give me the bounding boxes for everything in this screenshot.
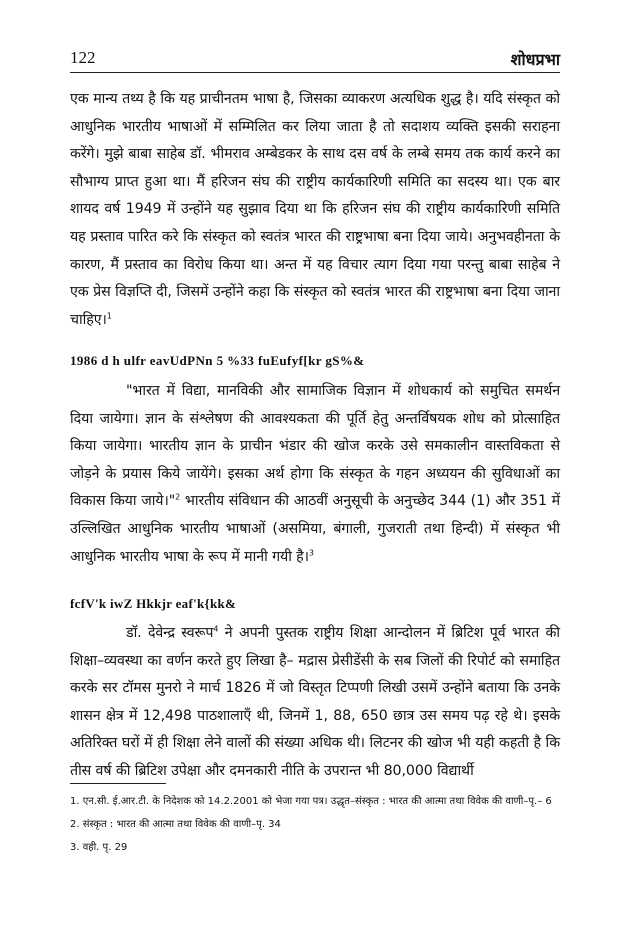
paragraph-1 xyxy=(70,86,560,334)
paragraph-2-quote: "भारत में विद्या, मानविकी और सामाजिक विज्ञान में शोधकार्य को समुचित समर्थन दिया जायेगा। ज्ञान के संश्लेषण की आवश्यकता की पूर्ति हेतु अन्तर्विषयक शोध को प्रोत्साहित किया जायेगा। भारतीय ज्ञान के प्राचीन भंडार की खोज करके उसे समकालीन वास्तविकता से जोड़ने के प्रयास किये जायेंगे। इसका अर्थ होगा कि संस्कृत के गहन अध्ययन की सुविधाओं का विकास किया जाये।" xyxy=(70,383,560,510)
footnote-divider xyxy=(70,783,166,784)
paragraph-3-text: ने अपनी पुस्तक राष्ट्रीय शिक्षा आन्दोलन में ब्रिटिश पूर्व भारत की शिक्षा–व्यवस्था का वर्णन करते हुए लिखा है– मद्रास प्रेसीडेंसी के सब जिलों की रिपोर्ट को समाहित करके सर टॉमस मुनरो ने मार्च 1826 में जो विस्तृत टिप्पणी लिखी उसमें उन्होंने बताया कि उनके शासन क्षेत्र में 12,498 पाठशालाएँ थी, जिनमें 1, 88, 650 छात्र उस समय पढ़ रहे थे। इसके अतिरिक्त घरों में ही शिक्षा लेने वालों की संख्या अधिक थी। लिटनर की खोज भी यही कहती है कि तीस वर्ष की ब्रिटिश उपेक्षा और दमनकारी नीति के उपरान्त भी 80,000 विद्यार्थी xyxy=(70,625,560,779)
page-number: 122 xyxy=(70,48,96,67)
paragraph-1-text: एक मान्य तथ्य है कि यह प्राचीनतम भाषा है, जिसका व्याकरण अत्यधिक शुद्ध है। यदि संस्कृत को आधुनिक भारतीय भाषाओं में सम्मिलित कर लिया जाता है तो सदाशय व्यक्ति इसकी सराहना करेंगे। मुझे बाबा साहेब डॉ. भीमराव अम्बेडकर के साथ दस वर्ष के लम्बे समय तक कार्य करने का सौभाग्य प्राप्त हुआ था। मैं हरिजन संघ की राष्ट्रीय कार्यकारिणी समिति का सदस्य था। एक बार शायद वर्ष 1949 में उन्होंने यह सुझाव दिया था कि हरिजन संघ की राष्ट्रीय कार्यकारिणी समिति यह प्रस्ताव पारित करे कि संस्कृत को स्वतंत्र भारत की राष्ट्रभाषा बना दिया जाये। अनुभवहीनता के कारण, मैं प्रस्ताव का विरोध किया था। अन्त में यह विचार त्याग दिया गया परन्तु बाबा साहेब ने एक प्रेस विज्ञप्ति दी, जिसमें उन्होंने कहा कि संस्कृत को स्वतंत्र भारत की राष्ट्रभाषा बना दिया जाना चाहिए। xyxy=(70,91,560,328)
footnote-ref-1: 1 xyxy=(106,311,112,321)
running-title: शोधप्रभा xyxy=(510,50,560,69)
footnote-3: 3. वही. पृ. 29 xyxy=(70,842,128,853)
footnote-ref-3: 3 xyxy=(308,547,314,557)
footnote-ref-4: 4 xyxy=(213,624,219,634)
paragraph-2-text: भारतीय संविधान की आठवीं अनुसूची के अनुच्छेद 344 (1) और 351 में उल्लिखित आधुनिक भारतीय भाषाओं (असमिया, बंगाली, गुजराती तथा हिन्दी) में संस्कृत भी आधुनिक भारतीय भाषा के रूप में मानी गयी है। xyxy=(70,493,561,565)
paragraph-3-author: डॉ. देवेन्द्र स्वरूप xyxy=(126,625,214,641)
footnote-2: 2. संस्कृत : भारत की आत्मा तथा विवेक की वाणी–पृ. 34 xyxy=(70,819,281,830)
page-header xyxy=(70,38,560,73)
footnote-1: 1. एन.सी. ई.आर.टी. के निदेशक को 14.2.2001 को भेजा गया पत्र। उद्धृत–संस्कृत : भारत की आत्मा तथा विवेक की वाणी–पृ.– 6 xyxy=(70,796,552,807)
section-heading-1: 1986 d h ulfr eavUdPNn 5 %33 fuEufyf[kr gS%& xyxy=(70,353,365,368)
paragraph-3 xyxy=(70,620,560,786)
footnote-ref-2: 2 xyxy=(175,492,181,502)
section-heading-2: fcfV'k iwZ Hkkjr eaf'k{kk& xyxy=(70,596,237,611)
paragraph-2 xyxy=(70,378,560,571)
footnotes xyxy=(70,792,562,861)
